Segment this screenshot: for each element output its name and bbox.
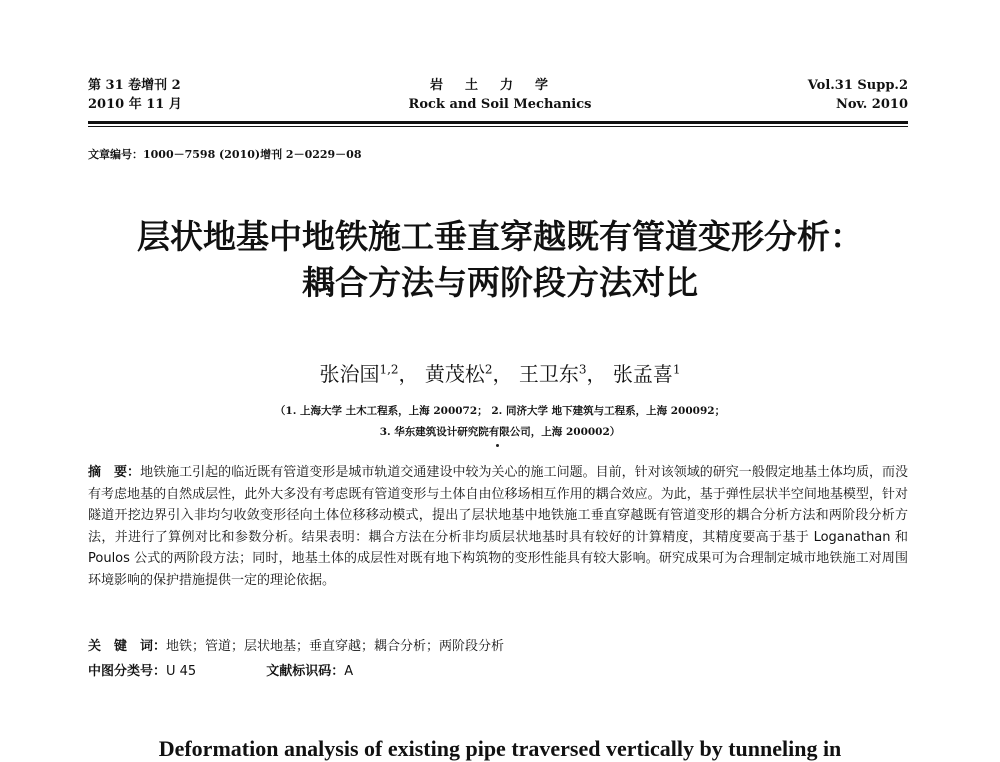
header-rule-thin [88,126,908,127]
journal-volume-en [808,76,908,114]
clc-value: U 45 [166,664,197,679]
classification-info [88,660,353,679]
author: 张孟喜$^1$ [612,362,681,386]
title-line-2: 耦合方法与两阶段方法对比 [302,263,698,302]
clc-label: 中图分类号： [88,664,167,679]
journal-name [380,76,620,114]
abstract-label: 摘 要： [88,465,141,480]
author: 王卫东$^3$， [518,362,607,386]
author-list [0,358,1000,387]
doc-code-label: 文献标识码： [266,664,345,679]
journal-name-en: Rock and Soil Mechanics [408,97,592,112]
keywords [88,635,908,654]
author: 张治国$^{1,2}$， [319,362,419,386]
abstract-text: 地铁施工引起的临近既有管道变形是城市轨道交通建设中较为关心的施工问题。目前，针对该领域的研究一般假定地基土体均质，而没有考虑地基的自然成层性，此外大多没有考虑既有管道变形与土体自由位移场相互作用的耦合效应。为此，基于弹性层状半空间地基模型，针对隧道开挖边界引入非均匀收敛变形径向土体位移移动模式，提出了层状地基中地铁施工垂直穿越既有管道变形的耦合分析方法和两阶段分析方法，并进行了算例对比和参数分析。结果表明：耦合方法在分析非均质层状地基时具有较好的计算精度，其精度要高于基于 Loganathan 和 Poulos 公式的两阶段方法；同时，地基土体的成层性对既有地下构筑物的变形性能具有较大影响。研究成果可为合理制定城市地铁施工对周围环境影响的保护措施提供一定的理论依据。 [88,465,908,588]
abstract [88,462,908,591]
volume-en-line: Vol.31 Supp.2 [807,78,908,93]
article-number-value: 1000－7598 (2010)增刊 2－0229－08 [143,148,362,161]
title-line-1: 层状地基中地铁施工垂直穿越既有管道变形分析： [137,217,863,256]
article-number [88,146,362,162]
paper-title [60,214,940,306]
date-en-line: Nov. 2010 [835,97,908,112]
volume-line: 第 31 卷增刊 2 [88,78,181,93]
date-line: 2010 年 11 月 [88,97,182,112]
journal-volume-info [88,76,182,114]
english-title: Deformation analysis of existing pipe traversed vertically by tunneling in [158,736,842,761]
article-number-label: 文章编号： [88,148,143,161]
doc-code-value: A [344,664,354,679]
header-rule-thick [88,121,908,124]
keywords-text: 地铁；管道；层状地基；垂直穿越；耦合分析；两阶段分析 [166,639,505,654]
journal-name-cn: 岩土力学 [429,78,570,93]
affiliation-line-1: （1. 上海大学 土木工程系，上海 200072； 2. 同济大学 地下建筑与工程系，上海 200092； [274,405,726,417]
affiliation-line-2: 3. 华东建筑设计研究院有限公司，上海 200002） [379,426,621,438]
author: 黄茂松$^2$， [424,362,513,386]
stray-dot [496,444,499,447]
keywords-label: 关 键 词： [88,639,167,654]
